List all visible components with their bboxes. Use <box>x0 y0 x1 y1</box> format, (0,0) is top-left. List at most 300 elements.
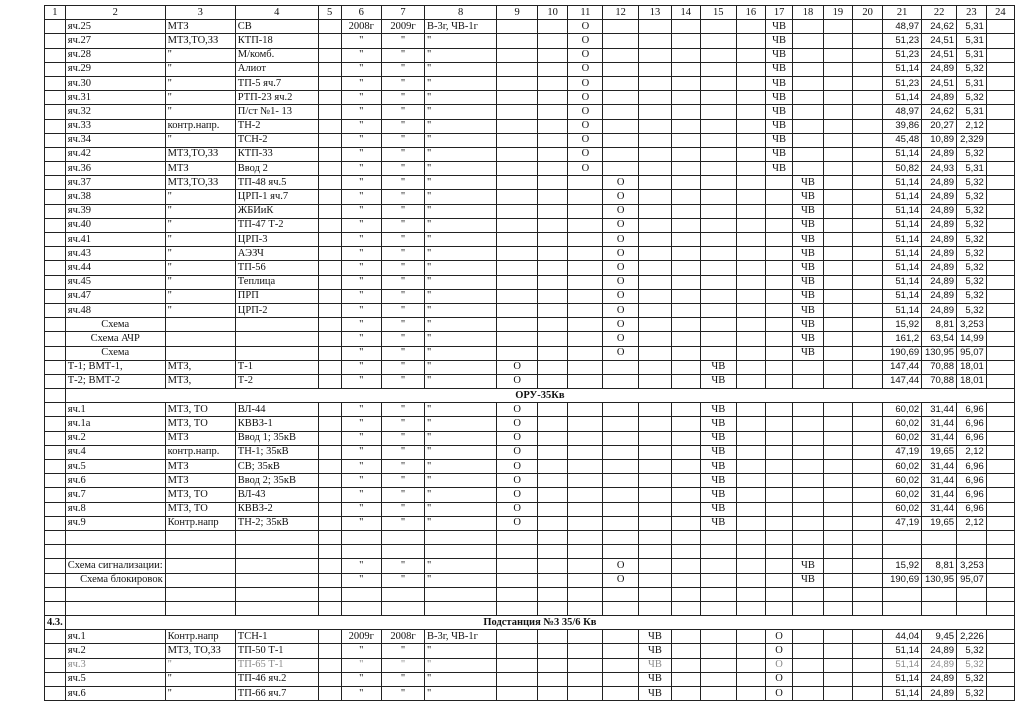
cell-col-3: " <box>165 105 235 119</box>
cell-col-17 <box>765 261 793 275</box>
cell-col-17 <box>765 360 793 374</box>
cell-col-12 <box>603 76 639 90</box>
cell-col-23: 5,32 <box>957 190 987 204</box>
cell-col-1 <box>45 34 66 48</box>
cell-col-6: " <box>341 318 381 332</box>
cell-col-8: " <box>424 91 496 105</box>
cell-col-13 <box>639 303 672 317</box>
cell-col-24 <box>986 687 1014 701</box>
cell-col-17: ЧВ <box>765 48 793 62</box>
cell-col-19 <box>823 658 853 672</box>
cell-col-16 <box>736 516 765 530</box>
cell-col-20 <box>853 303 883 317</box>
cell-col-3: МТЗ, <box>165 374 235 388</box>
cell-col-19 <box>823 644 853 658</box>
cell-col-15: ЧВ <box>700 488 736 502</box>
cell-col-10 <box>537 601 568 615</box>
cell-col-13 <box>639 190 672 204</box>
cell-col-6: " <box>341 516 381 530</box>
cell-col-8: " <box>424 687 496 701</box>
cell-col-17 <box>765 190 793 204</box>
cell-col-1 <box>45 318 66 332</box>
cell-col-6: " <box>341 658 381 672</box>
cell-col-8 <box>424 601 496 615</box>
cell-col-9: О <box>497 502 538 516</box>
cell-col-2: яч.39 <box>65 204 165 218</box>
cell-col-19 <box>823 133 853 147</box>
cell-col-21: 51,14 <box>882 687 921 701</box>
cell-col-6 <box>341 530 381 544</box>
cell-col-1 <box>45 332 66 346</box>
cell-col-17: ЧВ <box>765 91 793 105</box>
cell-col-23: 5,32 <box>957 204 987 218</box>
cell-col-20 <box>853 601 883 615</box>
table-row <box>45 360 1015 374</box>
cell-col-20 <box>853 91 883 105</box>
cell-col-21: 39,86 <box>882 119 921 133</box>
cell-col-10 <box>537 431 568 445</box>
cell-col-11 <box>568 289 603 303</box>
cell-col-13 <box>639 91 672 105</box>
cell-col-12 <box>603 62 639 76</box>
cell-col-6 <box>341 601 381 615</box>
cell-col-11 <box>568 417 603 431</box>
cell-col-14 <box>671 119 700 133</box>
cell-col-15 <box>700 20 736 34</box>
cell-col-24 <box>986 573 1014 587</box>
cell-col-12: О <box>603 218 639 232</box>
column-header-17: 17 <box>765 6 793 20</box>
cell-col-12 <box>603 34 639 48</box>
cell-col-21: 147,44 <box>882 374 921 388</box>
cell-col-4: КТП-18 <box>235 34 318 48</box>
cell-col-20 <box>853 672 883 686</box>
cell-col-17 <box>765 247 793 261</box>
column-header-5: 5 <box>318 6 341 20</box>
cell-col-1 <box>45 119 66 133</box>
cell-col-20 <box>853 289 883 303</box>
cell-col-13 <box>639 332 672 346</box>
cell-col-24 <box>986 318 1014 332</box>
cell-col-4: ТН-2; 35кВ <box>235 516 318 530</box>
cell-col-16 <box>736 460 765 474</box>
cell-col-5 <box>318 20 341 34</box>
cell-col-17: О <box>765 672 793 686</box>
cell-col-5 <box>318 247 341 261</box>
cell-col-1 <box>45 48 66 62</box>
cell-col-2: яч.30 <box>65 76 165 90</box>
cell-col-24 <box>986 516 1014 530</box>
cell-col-6: " <box>341 559 381 573</box>
cell-col-12: О <box>603 190 639 204</box>
cell-col-14 <box>671 644 700 658</box>
cell-col-13 <box>639 488 672 502</box>
cell-col-9 <box>497 176 538 190</box>
cell-col-18 <box>793 687 823 701</box>
cell-col-5 <box>318 162 341 176</box>
cell-col-18 <box>793 133 823 147</box>
cell-col-5 <box>318 204 341 218</box>
cell-col-8: " <box>424 360 496 374</box>
cell-col-4: СВ <box>235 20 318 34</box>
table-row <box>45 162 1015 176</box>
cell-col-9 <box>497 332 538 346</box>
table-row <box>45 601 1015 615</box>
cell-col-1 <box>45 431 66 445</box>
cell-col-1 <box>45 374 66 388</box>
cell-col-10 <box>537 91 568 105</box>
cell-col-13 <box>639 162 672 176</box>
cell-col-4: ЖБИиК <box>235 204 318 218</box>
cell-col-16 <box>736 34 765 48</box>
cell-col-14 <box>671 303 700 317</box>
cell-col-16 <box>736 303 765 317</box>
cell-col-7: " <box>382 687 425 701</box>
cell-col-14 <box>671 658 700 672</box>
cell-col-1 <box>45 530 66 544</box>
cell-col-2: яч.1 <box>65 630 165 644</box>
cell-col-4: ТН-2 <box>235 119 318 133</box>
cell-col-4: М/комб. <box>235 48 318 62</box>
cell-col-4 <box>235 332 318 346</box>
cell-col-9 <box>497 630 538 644</box>
table-row <box>45 332 1015 346</box>
cell-col-12 <box>603 687 639 701</box>
cell-col-7: " <box>382 62 425 76</box>
cell-col-7: 2009г <box>382 20 425 34</box>
cell-col-17: ЧВ <box>765 147 793 161</box>
cell-col-12 <box>603 488 639 502</box>
cell-col-3 <box>165 318 235 332</box>
cell-col-24 <box>986 445 1014 459</box>
cell-col-23: 2,12 <box>957 516 987 530</box>
cell-col-24 <box>986 360 1014 374</box>
cell-col-13 <box>639 346 672 360</box>
cell-col-16 <box>736 545 765 559</box>
cell-col-8: " <box>424 133 496 147</box>
cell-col-18 <box>793 417 823 431</box>
cell-col-3: " <box>165 289 235 303</box>
cell-col-18 <box>793 601 823 615</box>
cell-col-10 <box>537 218 568 232</box>
cell-col-23: 6,96 <box>957 431 987 445</box>
cell-col-7: " <box>382 474 425 488</box>
cell-col-11 <box>568 346 603 360</box>
cell-col-19 <box>823 530 853 544</box>
cell-col-3: МТЗ, <box>165 360 235 374</box>
cell-col-16 <box>736 218 765 232</box>
cell-col-7: " <box>382 133 425 147</box>
cell-col-7: " <box>382 431 425 445</box>
cell-col-13 <box>639 601 672 615</box>
cell-col-1 <box>45 488 66 502</box>
cell-col-21: 45,48 <box>882 133 921 147</box>
cell-col-1 <box>45 233 66 247</box>
cell-col-15 <box>700 233 736 247</box>
cell-col-10 <box>537 445 568 459</box>
cell-col-16 <box>736 76 765 90</box>
cell-col-11 <box>568 445 603 459</box>
cell-col-11: О <box>568 147 603 161</box>
cell-col-13: ЧВ <box>639 630 672 644</box>
cell-col-16 <box>736 431 765 445</box>
cell-col-18 <box>793 658 823 672</box>
cell-col-8: " <box>424 332 496 346</box>
cell-col-11 <box>568 530 603 544</box>
cell-col-7: " <box>382 360 425 374</box>
cell-col-3: Контр.напр <box>165 630 235 644</box>
cell-col-9 <box>497 687 538 701</box>
cell-col-17: О <box>765 658 793 672</box>
cell-col-7 <box>382 587 425 601</box>
cell-col-9 <box>497 601 538 615</box>
cell-col-1 <box>45 502 66 516</box>
cell-col-18 <box>793 360 823 374</box>
cell-col-7: " <box>382 374 425 388</box>
cell-col-22: 24,62 <box>922 20 957 34</box>
cell-col-3: " <box>165 672 235 686</box>
cell-col-9 <box>497 190 538 204</box>
cell-col-9: О <box>497 445 538 459</box>
cell-col-6: " <box>341 687 381 701</box>
table-row <box>45 672 1015 686</box>
cell-col-6: " <box>341 105 381 119</box>
cell-col-7: " <box>382 318 425 332</box>
cell-col-4 <box>235 573 318 587</box>
cell-col-23: 5,32 <box>957 261 987 275</box>
cell-col-12 <box>603 658 639 672</box>
cell-col-19 <box>823 34 853 48</box>
table-row <box>45 488 1015 502</box>
cell-col-10 <box>537 133 568 147</box>
cell-col-1 <box>45 644 66 658</box>
cell-col-19 <box>823 176 853 190</box>
cell-col-5 <box>318 431 341 445</box>
cell-col-21: 51,14 <box>882 91 921 105</box>
cell-col-21 <box>882 601 921 615</box>
cell-col-20 <box>853 658 883 672</box>
cell-col-3: МТЗ,ТО,ЗЗ <box>165 176 235 190</box>
cell-col-18 <box>793 48 823 62</box>
cell-col-23: 5,32 <box>957 275 987 289</box>
cell-col-16 <box>736 630 765 644</box>
cell-col-6: " <box>341 176 381 190</box>
cell-col-19 <box>823 147 853 161</box>
cell-col-6: " <box>341 488 381 502</box>
column-header-12: 12 <box>603 6 639 20</box>
cell-col-20 <box>853 190 883 204</box>
cell-col-24 <box>986 289 1014 303</box>
cell-col-24 <box>986 374 1014 388</box>
cell-col-10 <box>537 176 568 190</box>
cell-col-21: 51,14 <box>882 62 921 76</box>
cell-col-9 <box>497 105 538 119</box>
cell-col-21: 51,14 <box>882 303 921 317</box>
cell-col-6: " <box>341 374 381 388</box>
cell-col-1 <box>45 445 66 459</box>
column-header-7: 7 <box>382 6 425 20</box>
cell-col-3 <box>165 545 235 559</box>
cell-col-14 <box>671 573 700 587</box>
cell-col-17: ЧВ <box>765 34 793 48</box>
table-row <box>45 630 1015 644</box>
cell-col-20 <box>853 147 883 161</box>
cell-col-12: О <box>603 346 639 360</box>
cell-col-8: В-3г, ЧВ-1г <box>424 20 496 34</box>
cell-col-15: ЧВ <box>700 474 736 488</box>
cell-col-14 <box>671 502 700 516</box>
cell-col-15: ЧВ <box>700 374 736 388</box>
cell-col-10 <box>537 360 568 374</box>
cell-col-2: яч.31 <box>65 91 165 105</box>
cell-col-9: О <box>497 474 538 488</box>
cell-col-10 <box>537 190 568 204</box>
table-row <box>45 573 1015 587</box>
cell-col-5 <box>318 630 341 644</box>
cell-col-23: 5,32 <box>957 303 987 317</box>
cell-col-20 <box>853 445 883 459</box>
cell-col-19 <box>823 601 853 615</box>
cell-col-22: 24,89 <box>922 687 957 701</box>
cell-col-8: " <box>424 119 496 133</box>
cell-col-14 <box>671 374 700 388</box>
cell-col-12: О <box>603 303 639 317</box>
cell-col-8: " <box>424 445 496 459</box>
cell-col-6: " <box>341 233 381 247</box>
table-row <box>45 474 1015 488</box>
cell-col-22: 31,44 <box>922 460 957 474</box>
cell-col-9 <box>497 20 538 34</box>
cell-col-9 <box>497 289 538 303</box>
cell-col-15 <box>700 630 736 644</box>
cell-col-18 <box>793 62 823 76</box>
cell-col-22: 70,88 <box>922 360 957 374</box>
cell-col-19 <box>823 672 853 686</box>
cell-col-18: ЧВ <box>793 275 823 289</box>
section-number <box>45 389 66 403</box>
table-row <box>45 445 1015 459</box>
cell-col-9: О <box>497 488 538 502</box>
cell-col-7: " <box>382 105 425 119</box>
cell-col-18 <box>793 587 823 601</box>
cell-col-18 <box>793 530 823 544</box>
column-header-8: 8 <box>424 6 496 20</box>
cell-col-19 <box>823 587 853 601</box>
cell-col-4: ТСН-2 <box>235 133 318 147</box>
cell-col-11 <box>568 672 603 686</box>
cell-col-17 <box>765 502 793 516</box>
cell-col-12: О <box>603 332 639 346</box>
maintenance-schedule-table <box>44 5 1015 701</box>
cell-col-19 <box>823 502 853 516</box>
cell-col-19 <box>823 431 853 445</box>
cell-col-16 <box>736 62 765 76</box>
cell-col-9 <box>497 119 538 133</box>
cell-col-2: яч.34 <box>65 133 165 147</box>
cell-col-10 <box>537 289 568 303</box>
cell-col-14 <box>671 91 700 105</box>
cell-col-2: Схема блокировок <box>65 573 165 587</box>
cell-col-1 <box>45 672 66 686</box>
cell-col-6: " <box>341 303 381 317</box>
cell-col-6: " <box>341 147 381 161</box>
cell-col-11 <box>568 601 603 615</box>
cell-col-24 <box>986 530 1014 544</box>
cell-col-8: " <box>424 502 496 516</box>
cell-col-7: " <box>382 233 425 247</box>
cell-col-20 <box>853 332 883 346</box>
cell-col-9 <box>497 587 538 601</box>
table-row <box>45 346 1015 360</box>
table-row <box>45 190 1015 204</box>
cell-col-4: ТН-1; 35кВ <box>235 445 318 459</box>
cell-col-24 <box>986 105 1014 119</box>
cell-col-5 <box>318 76 341 90</box>
cell-col-17 <box>765 218 793 232</box>
cell-col-8: " <box>424 658 496 672</box>
cell-col-24 <box>986 658 1014 672</box>
cell-col-18 <box>793 545 823 559</box>
cell-col-2: Схема <box>65 318 165 332</box>
cell-col-17 <box>765 587 793 601</box>
cell-col-8: " <box>424 261 496 275</box>
cell-col-20 <box>853 261 883 275</box>
section-title: Подстанция №3 35/6 Кв <box>65 616 1014 630</box>
cell-col-7: " <box>382 190 425 204</box>
cell-col-2: яч.9 <box>65 516 165 530</box>
cell-col-6: " <box>341 403 381 417</box>
cell-col-10 <box>537 162 568 176</box>
column-header-24: 24 <box>986 6 1014 20</box>
table-row <box>45 34 1015 48</box>
cell-col-15 <box>700 91 736 105</box>
cell-col-6: " <box>341 48 381 62</box>
cell-col-21: 161,2 <box>882 332 921 346</box>
cell-col-24 <box>986 91 1014 105</box>
cell-col-3 <box>165 601 235 615</box>
cell-col-23: 5,32 <box>957 62 987 76</box>
cell-col-2: яч.7 <box>65 488 165 502</box>
table-row <box>45 587 1015 601</box>
cell-col-19 <box>823 204 853 218</box>
cell-col-15: ЧВ <box>700 431 736 445</box>
section-title: ОРУ-35Кв <box>65 389 1014 403</box>
cell-col-23: 5,32 <box>957 247 987 261</box>
cell-col-3: МТЗ, ТО <box>165 488 235 502</box>
cell-col-19 <box>823 218 853 232</box>
cell-col-18: ЧВ <box>793 218 823 232</box>
cell-col-15: ЧВ <box>700 403 736 417</box>
cell-col-13: ЧВ <box>639 658 672 672</box>
cell-col-15 <box>700 332 736 346</box>
cell-col-2: яч.3 <box>65 658 165 672</box>
cell-col-7: " <box>382 247 425 261</box>
cell-col-24 <box>986 630 1014 644</box>
cell-col-15 <box>700 658 736 672</box>
cell-col-8: " <box>424 204 496 218</box>
cell-col-12 <box>603 403 639 417</box>
cell-col-3: МТЗ,ТО,ЗЗ <box>165 34 235 48</box>
cell-col-17: ЧВ <box>765 76 793 90</box>
cell-col-4: РТП-23 яч.2 <box>235 91 318 105</box>
cell-col-17 <box>765 332 793 346</box>
section-number: 4.3. <box>45 616 66 630</box>
cell-col-24 <box>986 247 1014 261</box>
cell-col-17 <box>765 275 793 289</box>
cell-col-7: " <box>382 573 425 587</box>
cell-col-11 <box>568 488 603 502</box>
cell-col-1 <box>45 545 66 559</box>
